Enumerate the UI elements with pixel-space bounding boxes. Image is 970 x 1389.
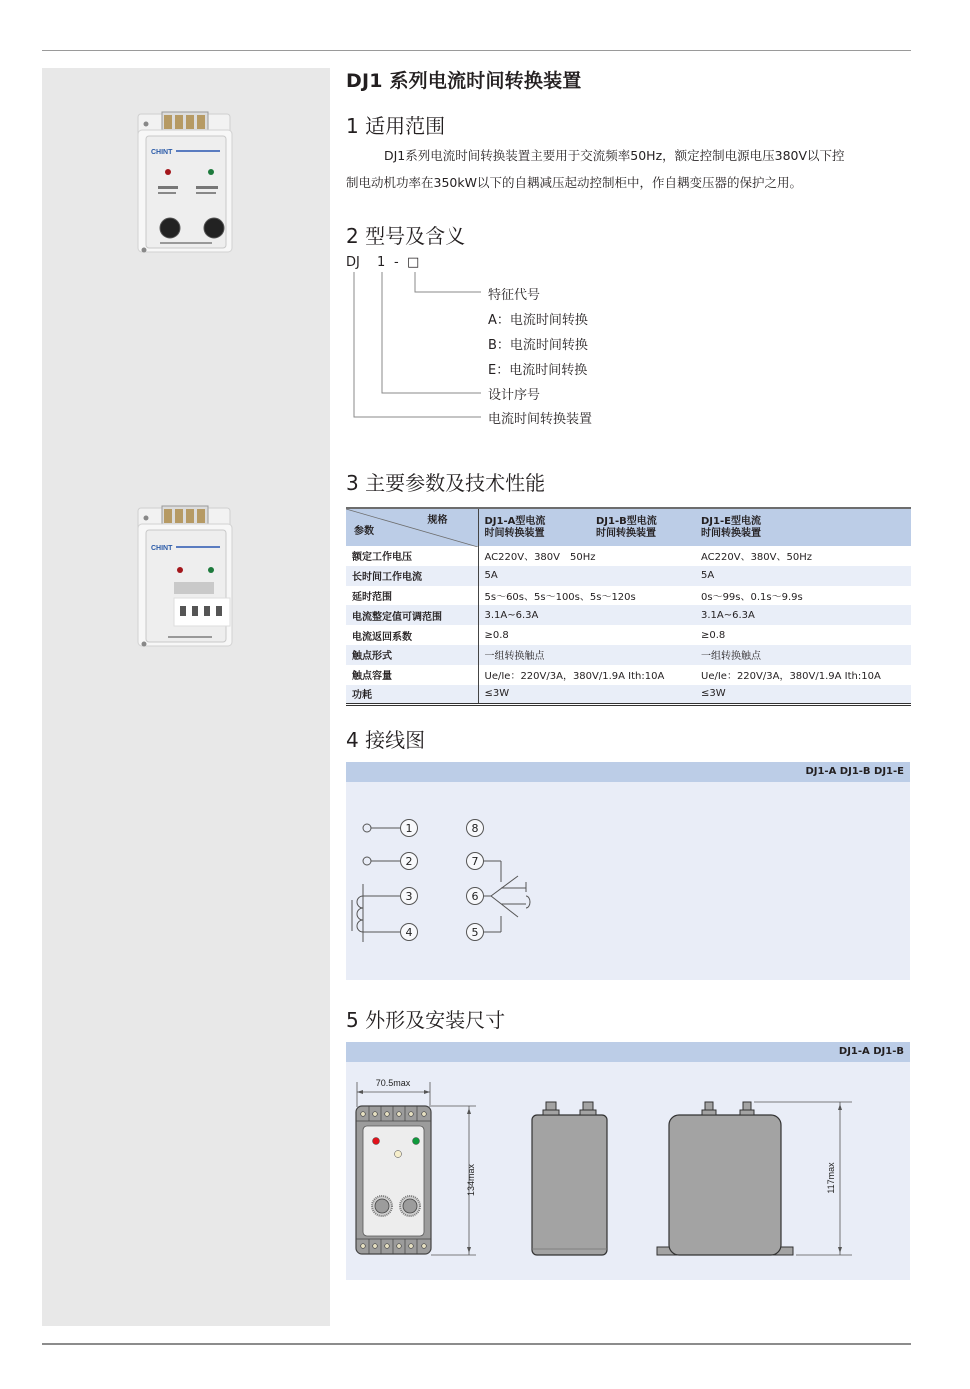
table-row: 功耗 ≤3W ≤3W bbox=[346, 685, 911, 705]
product-photo-dj1-a bbox=[134, 110, 238, 258]
dimensions-panel bbox=[346, 1042, 910, 1280]
table-header-row bbox=[346, 508, 911, 546]
code-prefix: DJ bbox=[346, 255, 360, 270]
header-dj1-a: DJ1-A型电流 时间转换装置 bbox=[484, 515, 546, 539]
terminal-8-label: 8 bbox=[471, 822, 479, 835]
code-series: 1 bbox=[377, 255, 386, 270]
code-dash: - bbox=[394, 255, 399, 270]
section-5-title: 5 外形及安装尺寸 bbox=[346, 1008, 506, 1032]
side-height-dimension-label: 117max bbox=[826, 1162, 836, 1194]
header-dj1-b: DJ1-B型电流 时间转换装置 bbox=[596, 515, 657, 539]
parameters-table bbox=[346, 507, 911, 706]
paragraph-line-1: DJ1系列电流时间转换装置主要用于交流频率50Hz，额定控制电源电压380V以下控 bbox=[384, 148, 845, 163]
terminal-6-label: 6 bbox=[471, 890, 479, 903]
terminal-4-label: 4 bbox=[405, 926, 413, 939]
table-row: 额定工作电压 AC220V、380V 50Hz AC220V、380V、50Hz bbox=[346, 546, 911, 566]
section-4-title: 4 接线图 bbox=[346, 728, 426, 752]
bottom-rule bbox=[42, 1343, 911, 1345]
label-feature-code: 特征代号 bbox=[488, 288, 541, 303]
product-photo-dj1-e bbox=[134, 504, 238, 652]
header-corner-cell bbox=[346, 508, 478, 546]
section-2-title: 2 型号及含义 bbox=[346, 224, 466, 248]
label-device-name: 电流时间转换装置 bbox=[488, 412, 593, 427]
top-rule bbox=[42, 50, 911, 51]
wiring-diagram bbox=[346, 782, 910, 980]
label-type-e: E：电流时间转换 bbox=[488, 363, 588, 378]
paragraph-line-2: 制电动机功率在350kW以下的自耦减压起动控制柜中，作自耦变压器的保护之用。 bbox=[346, 175, 802, 190]
terminal-1-label: 1 bbox=[405, 822, 413, 835]
width-dimension-label: 70.5max bbox=[375, 1078, 411, 1088]
terminal-2-label: 2 bbox=[405, 855, 413, 868]
section-1-paragraph bbox=[346, 142, 912, 196]
svg-text:CHINT: CHINT bbox=[151, 149, 173, 156]
header-param-label: 参数 bbox=[354, 526, 374, 537]
table-row: 触点容量 Ue/Ie：220V/3A，380V/1.9A Ith:10A Ue/Ie：220V/3A，380V/1.9A Ith:10A bbox=[346, 665, 911, 685]
label-type-b: B：电流时间转换 bbox=[488, 338, 588, 353]
terminal-5-label: 5 bbox=[471, 926, 479, 939]
header-dj1-e: DJ1-E型电流 时间转换装置 bbox=[701, 515, 761, 539]
label-design-number: 设计序号 bbox=[488, 388, 541, 403]
dimension-drawings bbox=[346, 1062, 910, 1280]
terminal-7-label: 7 bbox=[471, 855, 479, 868]
table-row: 触点形式 一组转换触点 一组转换触点 bbox=[346, 645, 911, 665]
table-row: 延时范围 5s～60s、5s～100s、5s～120s 0s～99s、0.1s～9.9s bbox=[346, 586, 911, 606]
front-height-dimension-label: 134max bbox=[466, 1163, 476, 1197]
table-row: 长时间工作电流 5A 5A bbox=[346, 566, 911, 586]
code-box: □ bbox=[407, 255, 420, 270]
svg-text:CHINT: CHINT bbox=[151, 545, 173, 552]
terminal-3-label: 3 bbox=[405, 890, 413, 903]
table-row: 电流整定值可调范围 3.1A~6.3A 3.1A~6.3A bbox=[346, 605, 911, 625]
document-title: DJ1 系列电流时间转换装置 bbox=[346, 70, 582, 92]
wiring-diagram-panel bbox=[346, 762, 910, 980]
label-type-a: A：电流时间转换 bbox=[488, 313, 588, 328]
table-row: 电流返回系数 ≥0.8 ≥0.8 bbox=[346, 625, 911, 645]
section-3-title: 3 主要参数及技术性能 bbox=[346, 471, 546, 495]
section-1-title: 1 适用范围 bbox=[346, 114, 446, 138]
dimensions-panel-header: DJ1-A DJ1-B bbox=[346, 1042, 910, 1062]
model-code-tree-lines bbox=[346, 250, 486, 430]
header-spec-label: 规格 bbox=[427, 515, 448, 526]
wiring-panel-header: DJ1-A DJ1-B DJ1-E bbox=[346, 762, 910, 782]
